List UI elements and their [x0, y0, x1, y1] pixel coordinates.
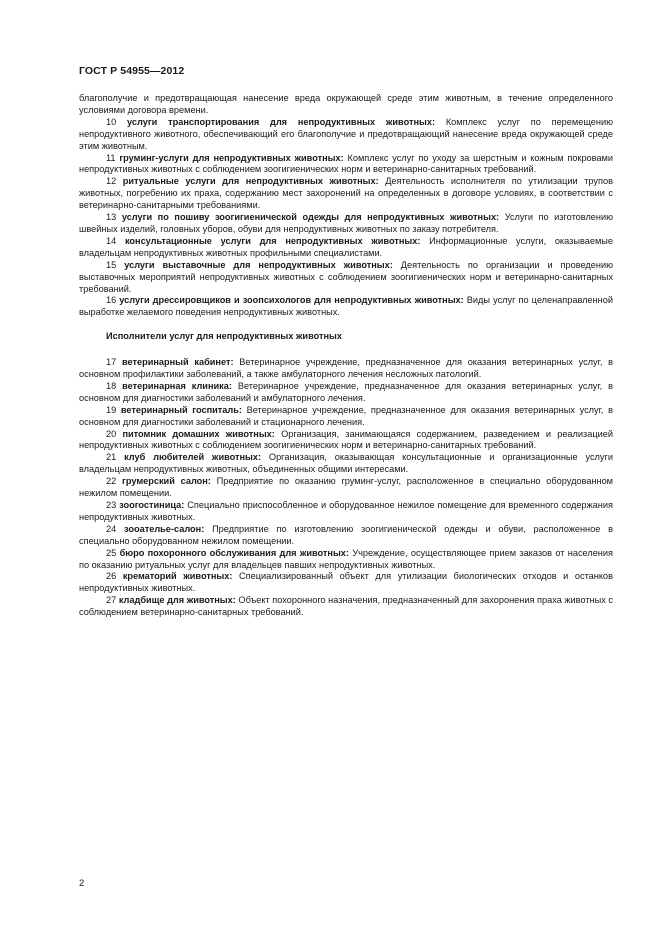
entry-definition: Специально приспособленное и оборудованное нежилое помещение для временного содержания непродуктивных животных.: [79, 500, 613, 522]
entry-definition: Специализированный объект для утилизации биологических отходов и останков непродуктивных животных.: [79, 571, 613, 594]
entry-number: 14: [106, 235, 117, 246]
entry-definition: Организация, оказывающая консультационные и организационные услуги владельцам непродуктивных животных, объединенных общими интересами.: [79, 452, 613, 475]
entry-number: 17: [106, 357, 117, 368]
definition-entry: [79, 405, 613, 429]
entry-definition: Информационные услуги, оказываемые владельцам непродуктивных животных профильными специалистами.: [79, 235, 613, 258]
entry-definition: Услуги по изготовлению швейных изделий, головных уборов, обуви для непродуктивных животных по заказу потребителя.: [79, 212, 614, 234]
entry-definition: Деятельность по организации и проведению выставочных мероприятий непродуктивных животных с соблюдением зоогигиенических норм и ветеринарно-санитарных требований.: [79, 259, 614, 294]
definition-entry: [79, 524, 613, 548]
entry-definition: Предприятие по оказанию груминг-услуг, расположенное в специально оборудованном нежилом помещении.: [79, 476, 614, 499]
entry-term: консультационные услуги для непродуктивных животных:: [124, 235, 421, 246]
entry-definition: Ветеринарное учреждение, предназначенное для оказания ветеринарных услуг, в основном профилактики заболеваний, а также амбулаторного лечения несложных патологий.: [79, 357, 613, 380]
entry-definition: Комплекс услуг по перемещению непродуктивного животного, обеспечивающий его благополучие и предотвращающий нанесение вреда окружающей среде этим животным.: [79, 116, 613, 151]
section-heading: Исполнители услуг для непродуктивных животных: [106, 331, 342, 342]
entry-number: 16: [106, 295, 117, 306]
entry-term: ветеринарный кабинет:: [121, 357, 234, 368]
entry-term: грумерский салон:: [122, 476, 211, 487]
entry-number: 18: [106, 380, 117, 391]
entry-number: 26: [106, 571, 117, 582]
definition-entry: [79, 381, 613, 405]
service-definitions-list: [79, 117, 613, 319]
entry-number: 23: [106, 500, 117, 510]
entry-term: кладбище для животных:: [118, 595, 236, 606]
entry-number: 19: [106, 404, 117, 415]
entry-number: 27: [106, 595, 117, 606]
definition-entry: [79, 260, 613, 296]
definition-entry: [79, 500, 613, 524]
entry-definition: Комплекс услуг по уходу за шерстным и кожным покровами непродуктивных животных с соблюдением зоогигиенических норм и ветеринарно-санитарных требований.: [79, 152, 614, 175]
definition-entry: [79, 295, 613, 319]
entry-number: 21: [106, 452, 117, 463]
entry-definition: Организация, занимающаяся содержанием, разведением и реализацией непродуктивных животных с соблюдением зоогигиенических норм и ветеринарно-санитарных требований.: [79, 428, 613, 451]
entry-term: бюро похоронного обслуживания для животных:: [119, 547, 349, 558]
entry-definition: Объект похоронного назначения, предназначенный для захоронения праха животных с соблюдением ветеринарно-санитарных требований.: [79, 595, 613, 618]
entry-term: клуб любителей животных:: [124, 452, 262, 463]
definition-entry: [79, 429, 613, 453]
definition-entry: [79, 571, 613, 595]
entry-term: питомник домашних животных:: [122, 428, 275, 439]
entry-term: груминг-услуги для непродуктивных животных:: [119, 152, 344, 163]
service-providers-list: [79, 357, 613, 619]
entry-number: 24: [106, 523, 117, 534]
definition-entry: [79, 236, 613, 260]
entry-definition: Предприятие по изготовлению зоогигиенической одежды и обуви, расположенное в специально оборудованном нежилом помещении.: [79, 523, 613, 546]
definition-entry: [79, 212, 613, 236]
definition-entry: [79, 176, 613, 212]
entry-number: 12: [106, 176, 117, 187]
entry-definition: Ветеринарное учреждение, предназначенное для оказания ветеринарных услуг, в основном для диагностики заболеваний и стационарного лечения.: [79, 404, 613, 427]
document-body: [79, 93, 613, 619]
entry-term: крематорий животных:: [122, 571, 233, 582]
entry-term: ветеринарный госпиталь:: [120, 404, 242, 415]
entry-term: услуги транспортирования для непродуктивных животных:: [127, 116, 436, 127]
entry-term: зооателье-салон:: [124, 523, 205, 534]
entry-number: 20: [106, 428, 117, 439]
entry-term: услуги выставочные для непродуктивных животных:: [124, 259, 393, 270]
entry-definition: Ветеринарное учреждение, предназначенное для оказания ветеринарных услуг, в основном для диагностики заболеваний и амбулаторного лечения.: [79, 380, 613, 403]
entry-term: услуги дрессировщиков и зоопсихологов для непродуктивных животных:: [119, 295, 464, 306]
page-number: 2: [79, 878, 85, 889]
entry-definition: Виды услуг по целенаправленной выработке желаемого поведения непродуктивных животных.: [79, 295, 613, 318]
page-header-standard-code: ГОСТ Р 54955—2012: [79, 65, 185, 77]
entry-number: 13: [106, 212, 117, 223]
definition-entry: [79, 595, 613, 619]
definition-entry: [79, 117, 613, 153]
definition-entry: [79, 548, 613, 572]
entry-definition: Учреждение, осуществляющее прием заказов от населения по оказанию ритуальных услуг для владельцев павших непродуктивных животных.: [79, 547, 613, 570]
intro-paragraph: благополучие и предотвращающая нанесение вреда окружающей среде этим животным, в течение определенного условиями договора времени.: [79, 93, 613, 115]
entry-term: ритуальные услуги для непродуктивных животных:: [122, 176, 379, 187]
entry-term: ветеринарная клиника:: [122, 380, 232, 391]
entry-definition: Деятельность исполнителя по утилизации трупов животных, погребению их праха, содержанию мест захоронений на определенных в договоре условиях, в соответствии с ветеринарно-санитарными требованиями.: [79, 176, 613, 211]
entry-term: услуги по пошиву зоогигиенической одежды для непродуктивных животных:: [121, 212, 500, 223]
entry-number: 15: [106, 259, 117, 270]
definition-entry: [79, 452, 613, 476]
entry-number: 11: [106, 152, 116, 163]
definition-entry: [79, 357, 613, 381]
definition-entry: [79, 476, 613, 500]
entry-number: 25: [106, 547, 117, 558]
definition-entry: [79, 153, 613, 177]
entry-number: 10: [106, 116, 117, 127]
entry-number: 22: [106, 476, 117, 487]
entry-term: зоогостиница:: [119, 500, 185, 510]
